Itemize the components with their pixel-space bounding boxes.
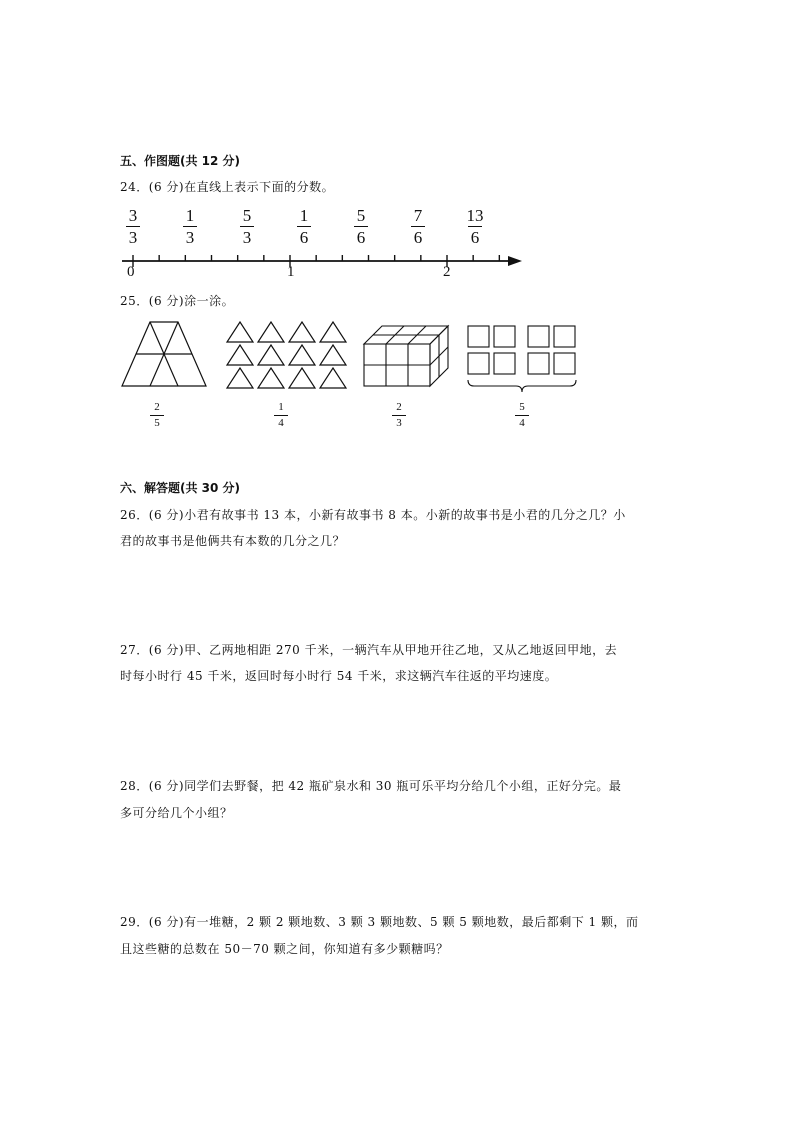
q25-fraction-4: 5 4 — [507, 402, 537, 429]
q24-fraction-7: 13 6 — [466, 206, 484, 247]
number-line — [0, 248, 794, 288]
section5-title: 五、作图题(共 12 分) — [120, 154, 241, 168]
figure-divided-triangle — [118, 320, 218, 390]
small-triangle — [320, 345, 346, 365]
q25-fraction-2: 1 4 — [266, 402, 296, 429]
q24-text: 24．(6 分)在直线上表示下面的分数。 — [120, 180, 335, 194]
q24-fraction-5: 5 6 — [346, 207, 376, 246]
figure-cube-blocks — [360, 322, 470, 392]
q27-line2: 时每小时行 45 千米，返回时每小时行 54 千米，求这辆汽车往返的平均速度。 — [120, 669, 558, 683]
small-triangle — [289, 322, 315, 342]
figure-eight-squares — [466, 322, 586, 397]
number-line-arrow-icon — [508, 256, 522, 266]
q28-line2: 多可分给几个小组？ — [120, 806, 233, 820]
q24-fraction-6: 7 6 — [403, 207, 433, 246]
small-triangle — [320, 368, 346, 388]
q26-line2: 君的故事书是他俩共有本数的几分之几？ — [120, 534, 346, 548]
q25-text: 25．(6 分)涂一涂。 — [120, 294, 235, 308]
brace-icon — [468, 380, 576, 392]
small-triangle — [258, 322, 284, 342]
q27-line1: 27．(6 分)甲、乙两地相距 270 千米，一辆汽车从甲地开往乙地，又从乙地返回甲地，去 — [120, 643, 618, 657]
axis-label-2: 2 — [443, 264, 451, 280]
small-triangle — [258, 368, 284, 388]
q24-fraction-2: 1 3 — [175, 207, 205, 246]
small-triangle — [289, 368, 315, 388]
q24-fraction-3: 5 3 — [232, 207, 262, 246]
q26-line1: 26．(6 分)小君有故事书 13 本，小新有故事书 8 本。小新的故事书是小君的几分之几？小 — [120, 508, 626, 522]
section6-title: 六、解答题(共 30 分) — [120, 481, 241, 495]
q29-line1: 29．(6 分)有一堆糖，2 颗 2 颗地数、3 颗 3 颗地数、5 颗 5 颗地数，最后都剩下 1 颗，而 — [120, 915, 639, 929]
q28-line1: 28．(6 分)同学们去野餐，把 42 瓶矿泉水和 30 瓶可乐平均分给几个小组，正好分完。最 — [120, 779, 622, 793]
q24-fraction-4: 1 6 — [289, 207, 319, 246]
small-triangle — [227, 345, 253, 365]
figure-twelve-triangles — [224, 320, 354, 390]
small-triangle — [227, 368, 253, 388]
small-triangle — [258, 345, 284, 365]
small-triangle — [289, 345, 315, 365]
q24-fraction-1: 3 3 — [118, 207, 148, 246]
q25-fraction-3: 2 3 — [384, 402, 414, 429]
small-triangle — [320, 322, 346, 342]
axis-label-0: 0 — [127, 264, 135, 280]
q29-line2: 且这些糖的总数在 50－70 颗之间，你知道有多少颗糖吗？ — [120, 942, 449, 956]
axis-label-1: 1 — [287, 264, 295, 280]
q25-fraction-1: 2 5 — [142, 402, 172, 429]
small-triangle — [227, 322, 253, 342]
